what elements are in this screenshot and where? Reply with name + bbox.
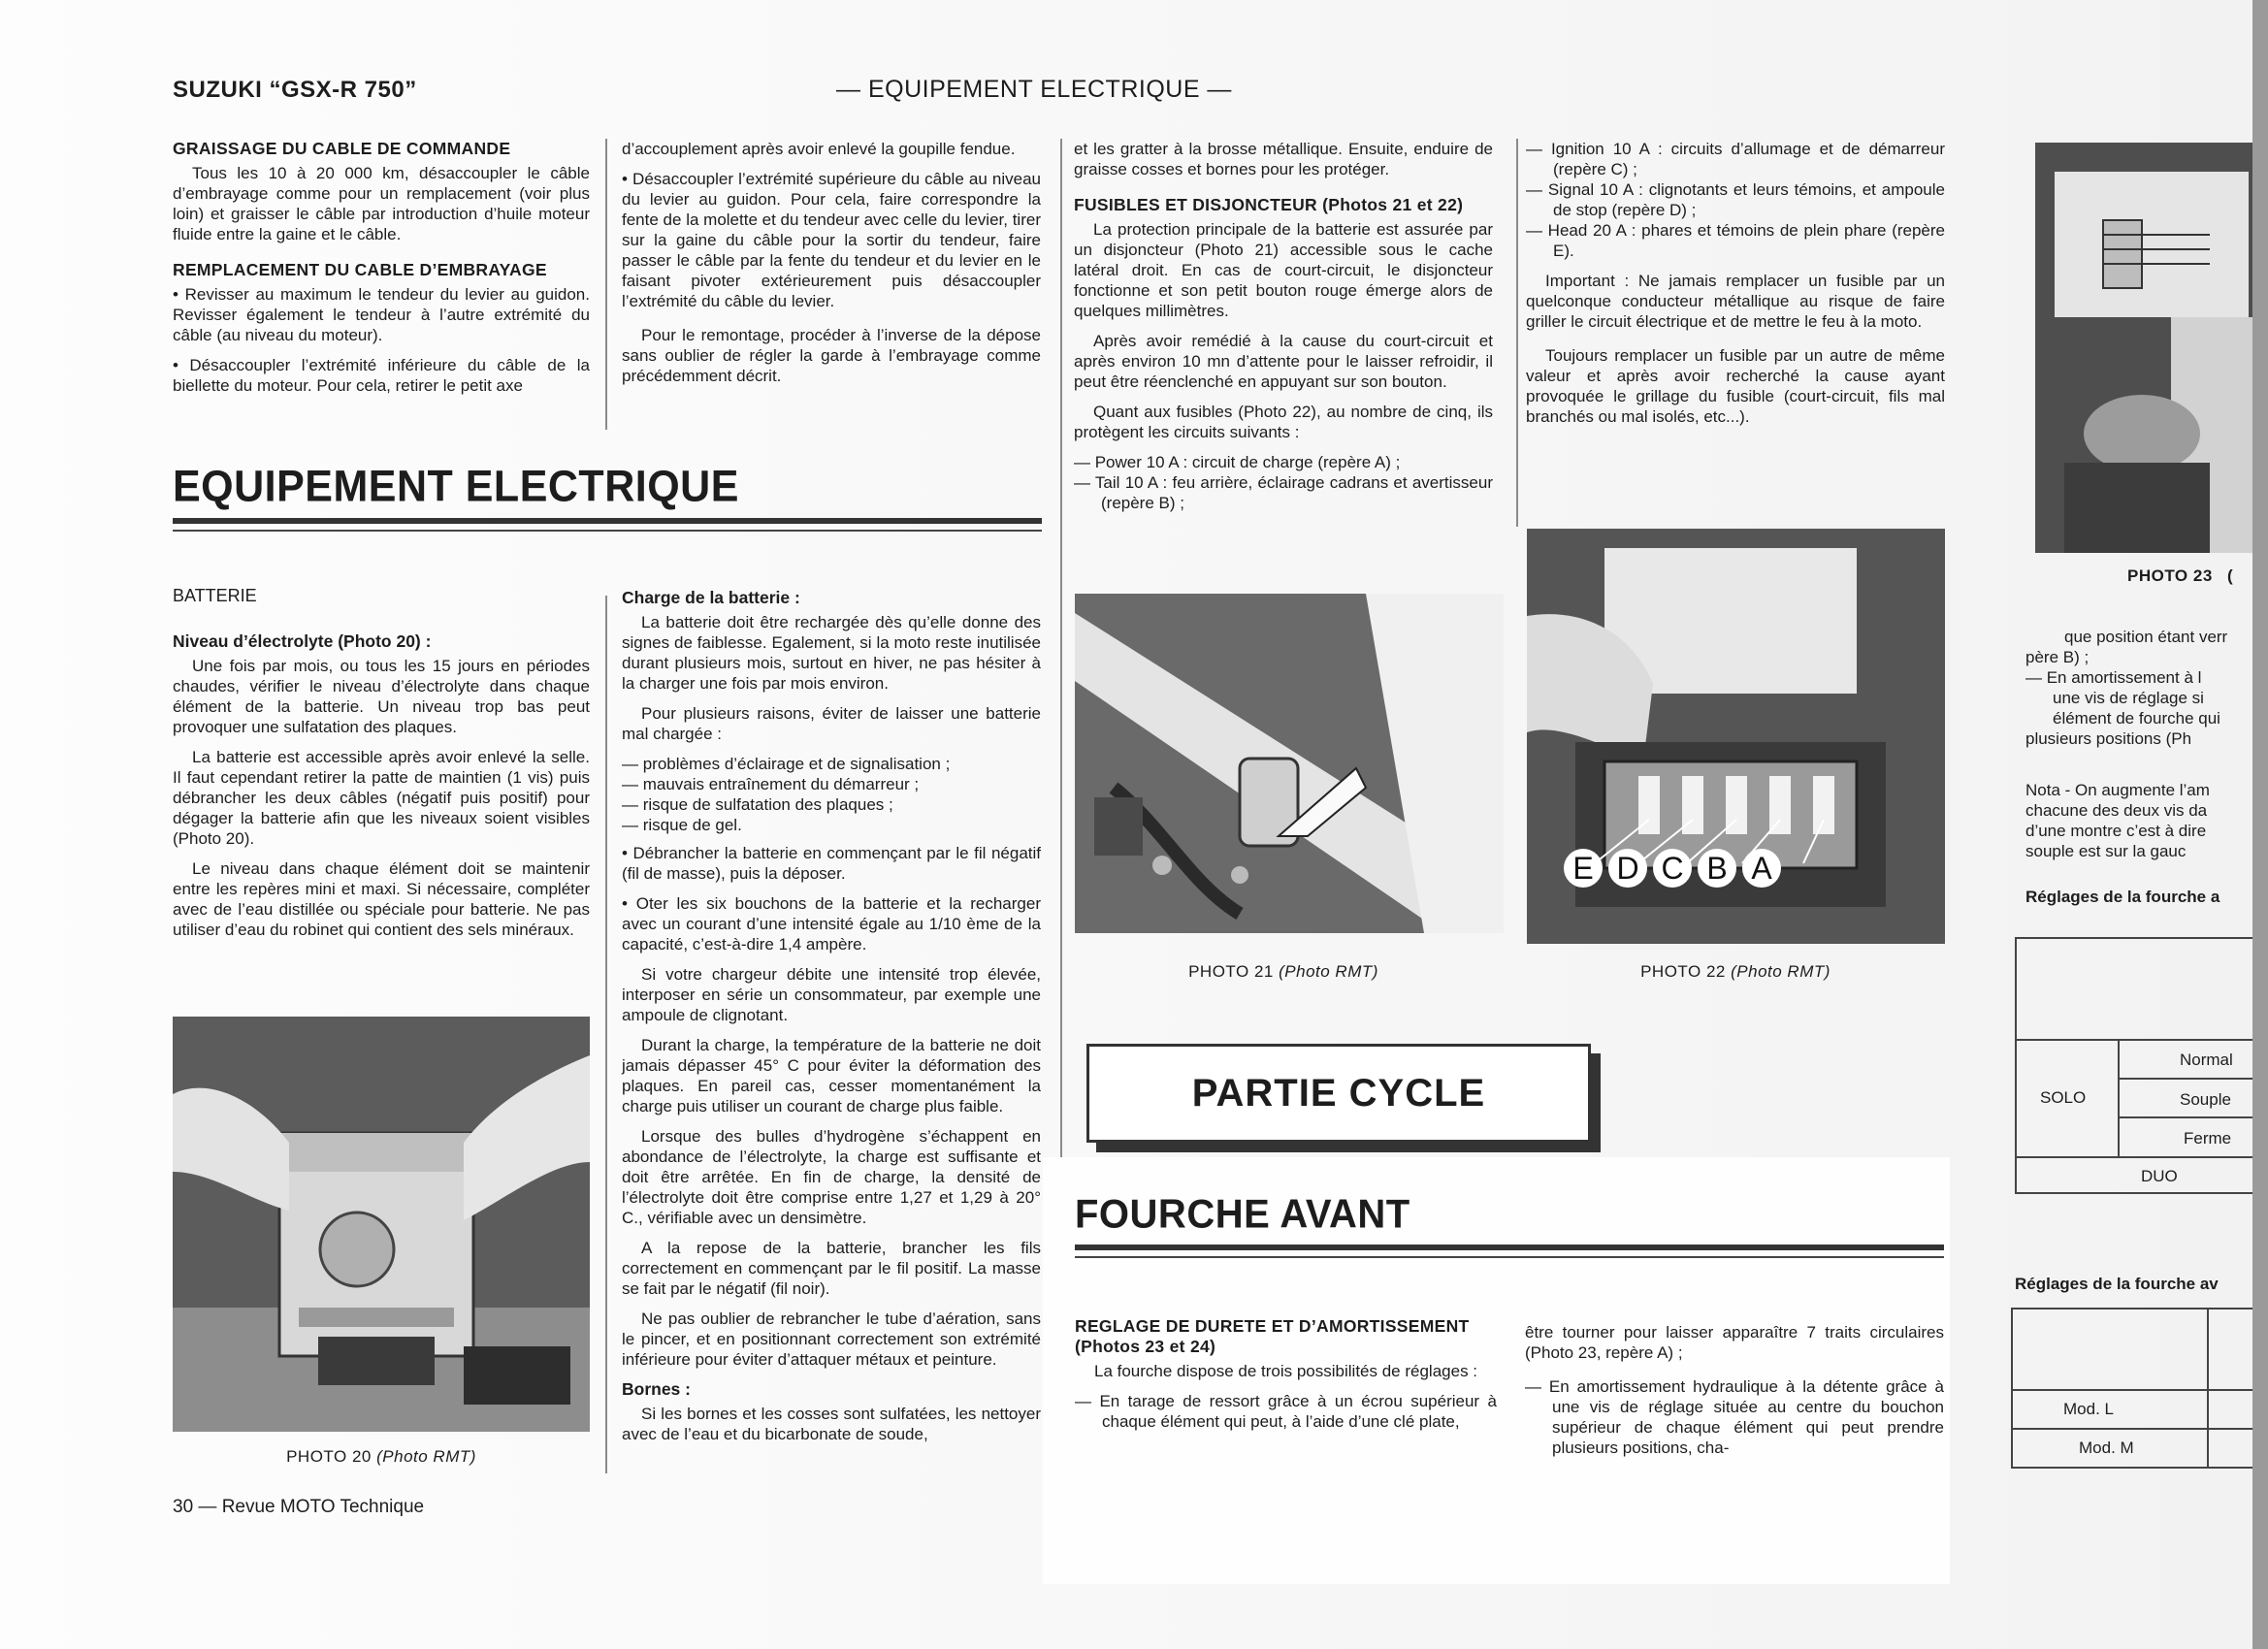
dash-item: — Power 10 A : circuit de charge (repère A) ; bbox=[1074, 453, 1401, 471]
nota-line: Nota - On augmente l’am bbox=[2025, 781, 2210, 799]
cell-normal: Normal bbox=[2180, 1051, 2233, 1069]
fourche-rule bbox=[1075, 1245, 1944, 1250]
dash-item: — En tarage de ressort grâce à un écrou supérieur à chaque élément qui peut, à l’aide d’une clé plate, bbox=[1075, 1392, 1497, 1431]
heading-fusibles: FUSIBLES ET DISJONCTEUR (Photos 21 et 22) bbox=[1074, 195, 1464, 214]
column-4 bbox=[1526, 139, 1945, 436]
paragraph: et les gratter à la brosse métallique. Ensuite, enduire de graisse cosses et bornes pour les protéger. bbox=[1074, 140, 1493, 178]
running-header-section: — EQUIPEMENT ELECTRIQUE — bbox=[836, 76, 1232, 103]
column-2 bbox=[622, 588, 1041, 1454]
page-edge bbox=[2252, 0, 2268, 1649]
dash-item: — Signal 10 A : clignotants et leurs témoins, et ampoule de stop (repère D) ; bbox=[1526, 180, 1945, 219]
section-rule bbox=[173, 518, 1042, 524]
heading-batterie: BATTERIE bbox=[173, 586, 257, 605]
section-title: EQUIPEMENT ELECTRIQUE bbox=[173, 462, 739, 512]
bullet-paragraph: • Oter les six bouchons de la batterie et la recharger avec un courant d’une intensité égale au 1/10 ème de la capacité, c’est-à-dire 1,4 ampère. bbox=[622, 894, 1041, 954]
paragraph: Toujours remplacer un fusible par un autre de même valeur et après avoir recherché la cause ayant provoquée le grillage du fusible (court-circuit, fils mal branchés ou mal isolés, etc...). bbox=[1526, 346, 1945, 426]
paragraph: Après avoir remédié à la cause du court-circuit et après environ 10 mn d’attente pour le laisser refroidir, il peut être réenclenché en appuyant sur son bouton. bbox=[1074, 332, 1493, 391]
paragraph: Pour le remontage, procéder à l’inverse de la dépose sans oublier de régler la garde à l’embrayage comme précédemment décrit. bbox=[622, 326, 1041, 385]
row-mod-m: Mod. M bbox=[2079, 1439, 2134, 1457]
paragraph: Si votre chargeur débite une intensité trop élevée, interposer en série un consommateur, par exemple une ampoule de clignotant. bbox=[622, 965, 1041, 1024]
column-1-top bbox=[173, 139, 590, 405]
heading-reglage: REGLAGE DE DURETE ET D’AMORTISSEMENT (Photos 23 et 24) bbox=[1075, 1316, 1470, 1356]
dash-item: — risque de sulfatation des plaques ; bbox=[622, 795, 893, 814]
dash-item: — problèmes d’éclairage et de signalisation ; bbox=[622, 755, 951, 773]
bullet-paragraph: • Désaccoupler l’extrémité inférieure du câble de la biellette du moteur. Pour cela, retirer le petit axe bbox=[173, 356, 590, 395]
paragraph: Si les bornes et les cosses sont sulfatées, les nettoyer avec de l’eau et du bicarbonate de soude, bbox=[622, 1405, 1041, 1443]
reglages-table-1 bbox=[2015, 937, 2252, 1194]
photo-23-credit-fragment: ( bbox=[2227, 566, 2234, 585]
paragraph: Une fois par mois, ou tous les 15 jours en périodes chaudes, vérifier le niveau d’électrolyte dans chaque élément de la batterie. Un niveau trop bas peut provoquer une sulfatation des plaques. bbox=[173, 657, 590, 736]
photo-23-label: PHOTO 23 bbox=[2127, 566, 2213, 585]
paragraph: Quant aux fusibles (Photo 22), au nombre de cinq, ils protègent les circuits suivants : bbox=[1074, 403, 1493, 441]
fourche-column-2 bbox=[1525, 1322, 1944, 1458]
right-line: — En amortissement à l bbox=[2025, 668, 2202, 687]
paragraph: Important : Ne jamais remplacer un fusible par un quelconque conducteur métallique au risque de faire griller le circuit électrique et de mettre le feu à la moto. bbox=[1526, 272, 1945, 331]
right-line: élément de fourche qui bbox=[2053, 709, 2220, 728]
bullet-paragraph: • Débrancher la batterie en commençant par le fil négatif (fil de masse), puis la déposer. bbox=[622, 844, 1041, 883]
photo-21-caption bbox=[1075, 962, 1492, 982]
paragraph: La batterie est accessible après avoir enlevé la selle. Il faut cependant retirer la patte de maintien (1 vis) puis débrancher les deux câbles (négatif puis positif) pour dégager la batterie afin que les niveaux soient visibles (Photo 20). bbox=[173, 748, 590, 848]
nota-line: d’une montre c’est à dire bbox=[2025, 822, 2207, 840]
fuse-label-c: C bbox=[1653, 849, 1692, 888]
circuit-breaker-photo-illustration bbox=[1075, 594, 1504, 933]
row-mod-l: Mod. L bbox=[2063, 1400, 2114, 1418]
fourche-rule-thin bbox=[1075, 1256, 1944, 1258]
right-line: que position étant verr bbox=[2064, 628, 2228, 646]
photo-20-caption bbox=[173, 1447, 590, 1467]
paragraph: Durant la charge, la température de la batterie ne doit jamais dépasser 45° C pour éviter la déformation des plaques. En pareil cas, cesser momentanément la charge puis utiliser un courant de charge plus faible. bbox=[622, 1036, 1041, 1116]
nota-line: chacune des deux vis da bbox=[2025, 801, 2208, 820]
photo-20 bbox=[173, 1017, 590, 1432]
nota-line: souple est sur la gauc bbox=[2025, 842, 2187, 860]
fuse-label-d: D bbox=[1608, 849, 1647, 888]
reglages-table-2 bbox=[2011, 1308, 2252, 1469]
column-separator bbox=[605, 596, 607, 1473]
dash-item: — Ignition 10 A : circuits d’allumage et de démarreur (repère C) ; bbox=[1526, 140, 1945, 178]
paragraph: Ne pas oublier de rebrancher le tube d’aération, sans le pincer, et en positionnant correctement son extrémité inférieure pour éviter d’attaquer métaux et peinture. bbox=[622, 1310, 1041, 1369]
photo-20-credit: (Photo RMT) bbox=[376, 1447, 476, 1466]
battery-photo-illustration bbox=[173, 1017, 590, 1432]
heading-bornes: Bornes : bbox=[622, 1379, 691, 1399]
table-2-title: Réglages de la fourche av bbox=[2015, 1275, 2219, 1293]
column-separator bbox=[605, 139, 607, 430]
heading-graissage: GRAISSAGE DU CABLE DE COMMANDE bbox=[173, 139, 511, 158]
running-header-model: SUZUKI “GSX-R 750” bbox=[173, 77, 417, 103]
column-2-top bbox=[622, 139, 1041, 396]
cell-souple: Souple bbox=[2180, 1090, 2231, 1109]
fuse-label-e: E bbox=[1564, 849, 1603, 888]
column-separator bbox=[1516, 139, 1518, 527]
dash-item: — risque de gel. bbox=[622, 816, 742, 834]
dash-item: — En amortissement hydraulique à la détente grâce à une vis de réglage située au centre du bouchon supérieur de chaque élément qui peut prendre plusieurs positions, cha- bbox=[1525, 1377, 1944, 1457]
fourche-title: FOURCHE AVANT bbox=[1075, 1191, 1410, 1238]
fork-photo-illustration bbox=[2035, 143, 2252, 553]
column-1 bbox=[173, 586, 590, 950]
right-line: une vis de réglage si bbox=[2053, 689, 2204, 707]
paragraph: d’accouplement après avoir enlevé la goupille fendue. bbox=[622, 140, 1016, 158]
photo-21-label: PHOTO 21 bbox=[1188, 962, 1274, 981]
fuse-label-a: A bbox=[1742, 849, 1781, 888]
paragraph: Le niveau dans chaque élément doit se maintenir entre les repères mini et maxi. Si nécessaire, compléter avec de l’eau distillée ou spéciale pour batterie. Ne pas utiliser d’eau du robinet qui contient des sels minéraux. bbox=[173, 859, 590, 939]
paragraph: Lorsque des bulles d’hydrogène s’échappent en abondance de l’électrolyte, la charge est suffisante et doit être arrêtée. En fin de charge, la densité de l’électrolyte doit être comprise entre 1,27 et 1,29 à 20° C., vérifiable avec un densimètre. bbox=[622, 1127, 1041, 1227]
paragraph: Tous les 10 à 20 000 km, désaccoupler le câble d’embrayage comme pour un remplacement (voir plus loin) et graisser le câble par introduction d’huile moteur fluide entre la gaine et le câble. bbox=[173, 164, 590, 243]
photo-23 bbox=[2035, 143, 2252, 553]
right-line: plusieurs positions (Ph bbox=[2025, 729, 2192, 748]
photo-22-credit: (Photo RMT) bbox=[1731, 962, 1831, 981]
heading-remplacement: REMPLACEMENT DU CABLE D’EMBRAYAGE bbox=[173, 260, 547, 279]
photo-20-label: PHOTO 20 bbox=[286, 1447, 372, 1466]
cell-ferme: Ferme bbox=[2184, 1129, 2232, 1148]
heading-niveau: Niveau d’électrolyte (Photo 20) : bbox=[173, 631, 432, 651]
paragraph: La batterie doit être rechargée dès qu’elle donne des signes de faiblesse. Egalement, si la moto reste inutilisée durant plusieurs mois, surtout en hiver, ne pas hésiter à la charger une fois par mois environ. bbox=[622, 613, 1041, 693]
paragraph: La fourche dispose de trois possibilités de réglages : bbox=[1094, 1362, 1478, 1380]
dash-item: — Head 20 A : phares et témoins de plein phare (repère E). bbox=[1526, 221, 1945, 260]
page-footer: 30 — Revue MOTO Technique bbox=[173, 1497, 425, 1517]
dash-item: — Tail 10 A : feu arrière, éclairage cadrans et avertisseur (repère B) ; bbox=[1074, 473, 1493, 512]
right-line: père B) ; bbox=[2025, 648, 2090, 666]
photo-21 bbox=[1075, 594, 1504, 933]
paragraph: La protection principale de la batterie est assurée par un disjoncteur (Photo 21) accessible sous le cache latéral droit. En cas de court-circuit, le disjoncteur fonctionne et son petit bouton rouge émerge alors de quelques millimètres. bbox=[1074, 220, 1493, 320]
bullet-paragraph: • Désaccoupler l’extrémité supérieure du câble au niveau du levier au guidon. Pour cela, faire correspondre la fente de la molette et du tendeur avec celle du levier, tirer sur la gaine du câble pour la sortir du tendeur, faire passer le câble par la fente du tendeur et du levier en le faisant pivoter extérieurement puis désaccoupler l’extrémité du câble du levier. bbox=[622, 170, 1041, 310]
photo-22-label: PHOTO 22 bbox=[1640, 962, 1726, 981]
fuse-labels bbox=[1564, 849, 1781, 888]
right-column-text bbox=[2025, 627, 2252, 907]
section-rule-thin bbox=[173, 530, 1042, 532]
photo-22 bbox=[1527, 529, 1945, 944]
column-separator bbox=[1060, 139, 1062, 1167]
row-duo: DUO bbox=[2141, 1167, 2178, 1185]
column-3 bbox=[1074, 139, 1493, 513]
partie-cycle-box bbox=[1086, 1044, 1591, 1143]
heading-charge: Charge de la batterie : bbox=[622, 588, 800, 607]
paragraph: Pour plusieurs raisons, éviter de laisser une batterie mal chargée : bbox=[622, 704, 1041, 743]
dash-item: — mauvais entraînement du démarreur ; bbox=[622, 775, 920, 793]
bullet-paragraph: • Revisser au maximum le tendeur du levier au guidon. Revisser également le tendeur à l’autre extrémité du câble (au niveau du moteur). bbox=[173, 285, 590, 344]
photo-22-caption bbox=[1527, 962, 1944, 982]
partie-cycle-title: PARTIE CYCLE bbox=[1191, 1072, 1486, 1115]
table-1-title: Réglages de la fourche a bbox=[2025, 888, 2220, 906]
row-solo: SOLO bbox=[2040, 1088, 2087, 1107]
paragraph: être tourner pour laisser apparaître 7 traits circulaires (Photo 23, repère A) ; bbox=[1525, 1323, 1944, 1362]
paragraph: A la repose de la batterie, brancher les fils correctement en commençant par le fil positif. La masse se fait par le négatif (fil noir). bbox=[622, 1239, 1041, 1298]
fuse-label-b: B bbox=[1698, 849, 1736, 888]
fourche-column-1 bbox=[1075, 1316, 1497, 1432]
photo-23-caption bbox=[2127, 566, 2233, 586]
photo-21-credit: (Photo RMT) bbox=[1279, 962, 1378, 981]
